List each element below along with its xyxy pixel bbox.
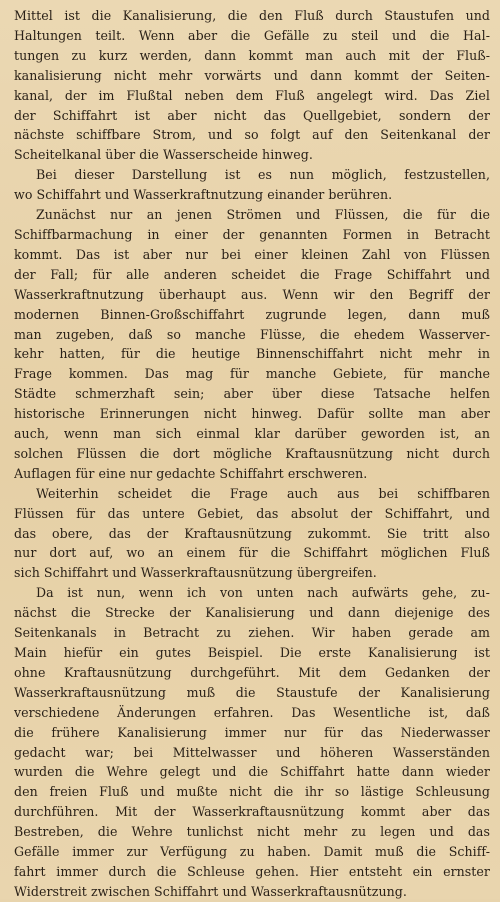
text-line: fahrt immer durch die Schleuse gehen. Hier entsteht ein ernster: [14, 863, 490, 879]
text-line: Gefälle immer zur Verfügung zu haben. Damit muß die Schiff-: [14, 844, 490, 860]
text-line: auch, wenn man sich einmal klar darüber geworden ist, an: [14, 426, 490, 442]
text-line: nur dort auf, wo an einem für die Schiffahrt möglichen Fluß: [14, 545, 490, 561]
text-line: Frage kommen. Das mag für manche Gebiete, für manche: [14, 366, 490, 382]
text-line: wurden die Wehre gelegt und die Schiffahrt hatte dann wieder: [14, 764, 490, 780]
text-line: nächst die Strecke der Kanalisierung und dann diejenige des: [14, 605, 490, 621]
text-line: Da ist nun, wenn ich von unten nach aufwärts gehe, zu-: [36, 585, 490, 601]
text-line: ohne Kraftausnützung durchgeführt. Mit dem Gedanken der: [14, 664, 490, 680]
text-line: Widerstreit zwischen Schiffahrt und Wasserkraftausnützung.: [14, 883, 407, 899]
text-line: tungen zu kurz werden, dann kommt man auch mit der Fluß-: [14, 47, 490, 63]
text-line: solchen Flüssen die dort mögliche Kraftausnützung nicht durch: [14, 445, 490, 461]
text-line: Wasserkraftnutzung überhaupt aus. Wenn wir den Begriff der: [14, 286, 490, 302]
text-line: kehr hatten, für die heutige Binnenschiffahrt nicht mehr in: [14, 346, 490, 362]
text-line: wo Schiffahrt und Wasserkraftnutzung einander berühren.: [14, 187, 393, 203]
text-line: gedacht war; bei Mittelwasser und höheren Wasserständen: [14, 744, 490, 760]
text-line: Main hiefür ein gutes Beispiel. Die erste Kanalisierung ist: [14, 645, 490, 660]
text-line: Scheitelkanal über die Wasserscheide hinweg.: [14, 147, 313, 163]
text-line: kommt. Das ist aber nur bei einer kleinen Zahl von Flüssen: [14, 246, 490, 262]
text-line: Mittel ist die Kanalisierung, die den Fluß durch Staustufen und: [14, 8, 490, 23]
text-line: modernen Binnen-Großschiffahrt zugrunde legen, dann muß: [14, 306, 490, 322]
text-line: Seitenkanals in Betracht zu ziehen. Wir haben gerade am: [14, 625, 490, 641]
text-line: verschiedene Änderungen erfahren. Das Wesentliche ist, daß: [14, 704, 490, 720]
text-line: die frühere Kanalisierung immer nur für das Niederwasser: [14, 724, 490, 740]
text-line: historische Erinnerungen nicht hinweg. Dafür sollte man aber: [14, 406, 490, 422]
text-line: Haltungen teilt. Wenn aber die Gefälle zu steil und die Hal-: [14, 27, 490, 43]
text-line: Weiterhin scheidet die Frage auch aus bei schiffbaren: [36, 485, 490, 501]
text-line: Zunächst nur an jenen Strömen und Flüssen, die für die: [36, 207, 490, 223]
text-line: Bestreben, die Wehre tunlichst nicht mehr zu legen und das: [14, 824, 490, 840]
text-line: Bei dieser Darstellung ist es nun möglich, festzustellen,: [36, 167, 490, 183]
text-line: man zugeben, daß so manche Flüsse, die ehedem Wasserver-: [14, 326, 490, 342]
text-line: durchführen. Mit der Wasserkraftausnützung kommt aber das: [14, 804, 490, 820]
paragraph-2: [14, 165, 490, 205]
paragraph-1: [14, 6, 490, 165]
paragraph-4: [14, 484, 490, 584]
text-line: kanalisierung nicht mehr vorwärts und dann kommt der Seiten-: [14, 67, 490, 83]
text-line: Flüssen für das untere Gebiet, das absolut der Schiffahrt, und: [14, 505, 490, 521]
text-line: nächste schiffbare Strom, und so folgt auf den Seitenkanal der: [14, 127, 490, 143]
text-line: sich Schiffahrt und Wasserkraftausnützung übergreifen.: [14, 565, 377, 581]
text-line: kanal, der im Flußtal neben dem Fluß angelegt wird. Das Ziel: [14, 87, 490, 103]
text-line: der Fall; für alle anderen scheidet die Frage Schiffahrt und: [14, 266, 490, 282]
text-line: Städte schmerzhaft sein; aber über diese Tatsache helfen: [14, 386, 490, 402]
text-line: das obere, das der Kraftausnützung zukommt. Sie tritt also: [14, 525, 490, 541]
text-line: Schiffbarmachung in einer der genannten Formen in Betracht: [14, 226, 490, 242]
text-line: Auflagen für eine nur gedachte Schiffahrt erschweren.: [14, 465, 368, 481]
text-line: der Schiffahrt ist aber nicht das Quellgebiet, sondern der: [14, 107, 490, 123]
text-line: den freien Fluß und mußte nicht die ihr so lästige Schleusung: [14, 784, 490, 800]
paragraph-3: [14, 205, 490, 484]
text-line: Wasserkraftausnützung muß die Staustufe der Kanalisierung: [14, 684, 490, 700]
paragraph-5: [14, 583, 490, 902]
